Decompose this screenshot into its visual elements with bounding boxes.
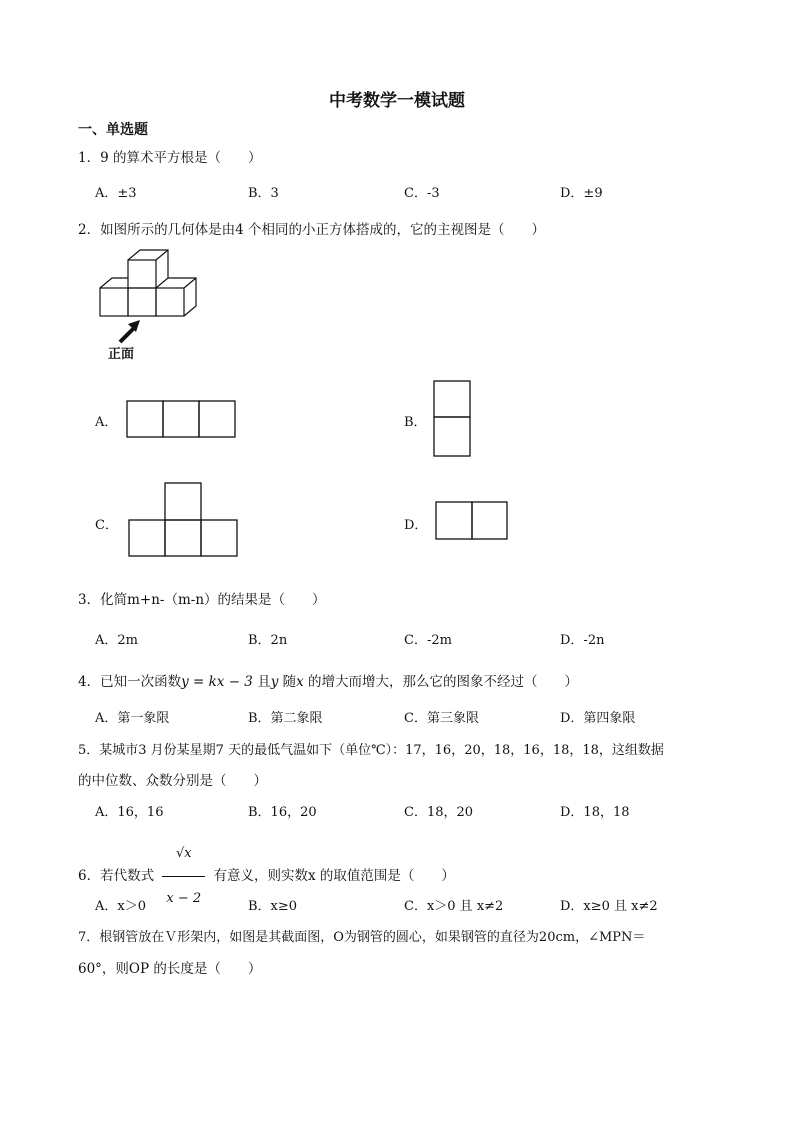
question-3-stem: 3．化简m+n-（m-n）的结果是（ ） bbox=[78, 592, 326, 608]
q4-stem-mid2: 随 bbox=[278, 674, 297, 690]
q3-option-d: D．-2n bbox=[560, 633, 605, 648]
q3-option-a: A．2m bbox=[95, 633, 138, 648]
q4-stem-post: 的增大而增大，那么它的图象不经过（ ） bbox=[303, 674, 579, 690]
q2-option-c-label: C． bbox=[95, 518, 118, 533]
question-7-stem-line1: 7．根钢管放在Ｖ形架内，如图是其截面图，O为钢管的圆心，如果钢管的直径为20cm，∠MPN＝ bbox=[78, 930, 646, 945]
question-1-stem: 1．9 的算术平方根是（ ） bbox=[78, 150, 262, 166]
q6-fraction bbox=[162, 834, 205, 919]
q6-stem-post: 有意义，则实数x 的取值范围是（ ） bbox=[213, 868, 455, 884]
q1-option-a: A．±3 bbox=[95, 186, 137, 201]
question-4-stem bbox=[78, 670, 578, 690]
q2-option-c-figure bbox=[128, 482, 240, 558]
q4-var-y: y bbox=[270, 674, 279, 690]
q4-option-b: B．第二象限 bbox=[248, 711, 323, 726]
q2-option-a-figure bbox=[126, 400, 236, 438]
q2-option-a-label: A． bbox=[95, 415, 118, 430]
q5-option-a: A．16，16 bbox=[95, 805, 164, 820]
q5-option-d: D．18，18 bbox=[560, 805, 630, 820]
page-title: 中考数学一模试题 bbox=[329, 91, 465, 111]
q6-option-d: D．x≥0 且 x≠2 bbox=[560, 899, 658, 914]
q6-denominator: x − 2 bbox=[162, 876, 205, 919]
q3-option-c: C．-2m bbox=[404, 633, 452, 648]
front-arrow-icon bbox=[116, 318, 144, 346]
q4-stem-pre: 4．已知一次函数 bbox=[78, 674, 182, 690]
q1-option-c: C．-3 bbox=[404, 186, 440, 201]
q4-option-c: C．第三象限 bbox=[404, 711, 479, 726]
q2-option-d-label: D． bbox=[404, 518, 428, 533]
q6-option-a: A．x＞0 bbox=[95, 899, 146, 914]
q2-option-d-figure bbox=[435, 501, 509, 541]
q4-stem-mid: 且 bbox=[252, 674, 271, 690]
question-5-stem-line2: 的中位数、众数分别是（ ） bbox=[78, 773, 267, 789]
q6-stem-pre: 6．若代数式 bbox=[78, 868, 155, 884]
q1-option-b: B．3 bbox=[248, 186, 279, 201]
q4-option-d: D．第四象限 bbox=[560, 711, 636, 726]
q6-option-c: C．x＞0 且 x≠2 bbox=[404, 899, 504, 914]
q4-option-a: A．第一象限 bbox=[95, 711, 170, 726]
question-5-stem-line1: 5．某城市3 月份某星期7 天的最低气温如下（单位℃）：17，16，20，18，16，18，18，这组数据 bbox=[78, 743, 664, 758]
q3-option-b: B．2n bbox=[248, 633, 288, 648]
q5-option-c: C．18，20 bbox=[404, 805, 474, 820]
cube-solid-figure bbox=[100, 250, 200, 320]
q6-option-b: B．x≥0 bbox=[248, 899, 298, 914]
question-7-stem-line2: 60°，则OP 的长度是（ ） bbox=[78, 961, 262, 977]
front-label: 正面 bbox=[108, 347, 135, 362]
q2-option-b-label: B． bbox=[404, 415, 427, 430]
q1-option-d: D．±9 bbox=[560, 186, 603, 201]
q4-var-x: x bbox=[296, 674, 304, 690]
question-2-stem: 2．如图所示的几何体是由4 个相同的小正方体搭成的，它的主视图是（ ） bbox=[78, 222, 545, 238]
q2-option-b-figure bbox=[433, 380, 473, 458]
section-heading: 一、单选题 bbox=[78, 122, 148, 138]
q4-formula: y = kx − 3 bbox=[181, 674, 253, 690]
q5-option-b: B．16，20 bbox=[248, 805, 317, 820]
q6-numerator: √x bbox=[175, 846, 192, 861]
